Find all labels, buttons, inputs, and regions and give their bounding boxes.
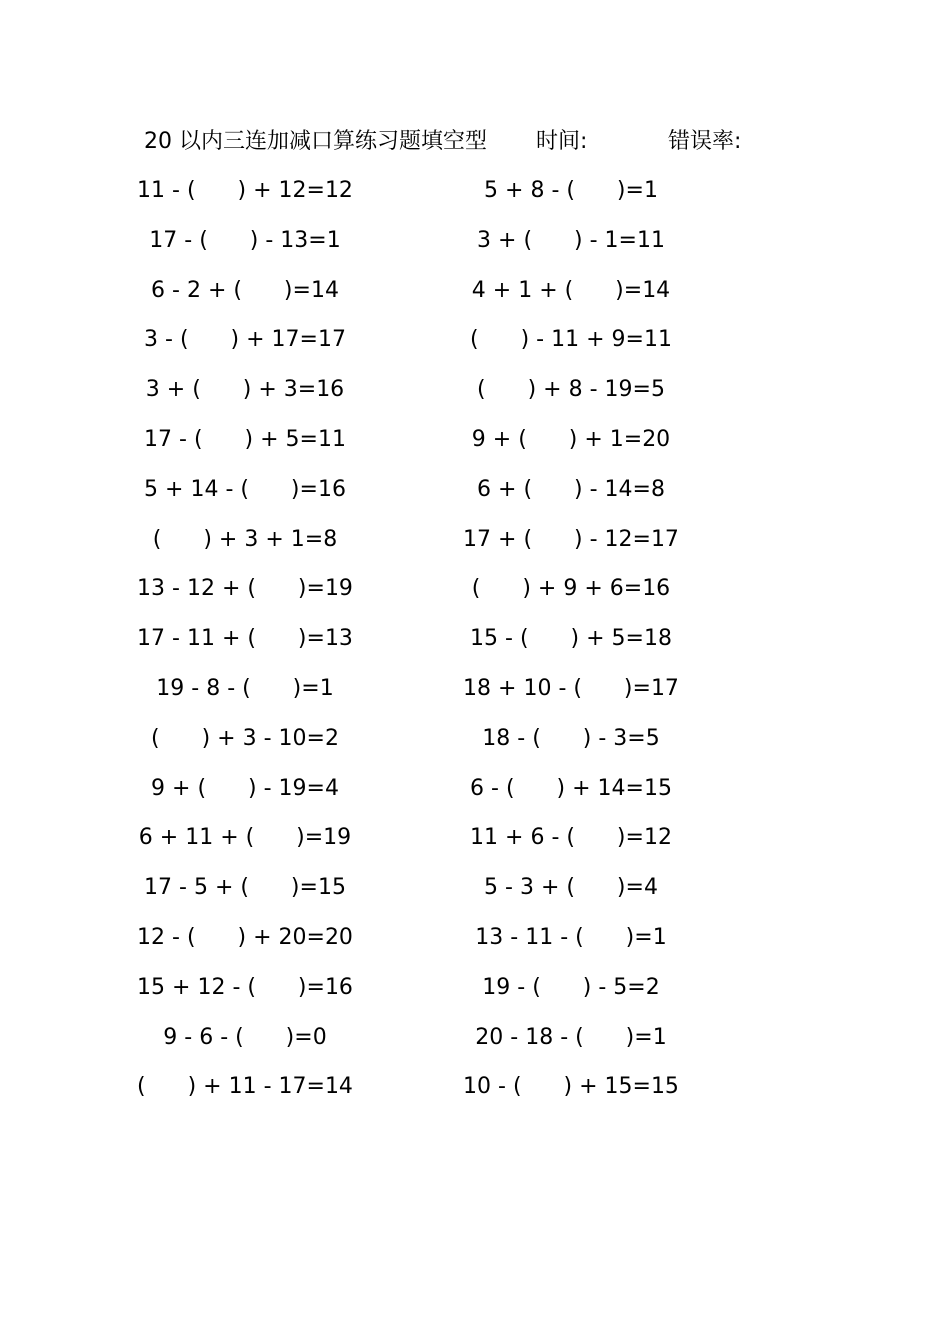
problem-item: 6 + ( ) - 14=8: [477, 476, 665, 502]
problem-item: 11 + 6 - ( )=12: [470, 825, 672, 851]
problem-item: 19 - 8 - ( )=1: [156, 675, 334, 701]
problem-item: 17 - ( ) - 13=1: [149, 227, 341, 253]
problem-item: ( ) + 3 - 10=2: [151, 725, 339, 751]
problem-item: 5 - 3 + ( )=4: [484, 875, 658, 901]
problem-item: 15 - ( ) + 5=18: [470, 626, 672, 652]
problem-item: ( ) + 8 - 19=5: [477, 377, 665, 403]
problem-item: 17 - 5 + ( )=15: [144, 875, 346, 901]
problem-item: 12 - ( ) + 20=20: [137, 924, 353, 950]
time-label: 时间:: [536, 129, 588, 154]
problem-item: 6 - ( ) + 14=15: [470, 775, 672, 801]
problem-item: 5 + 8 - ( )=1: [484, 178, 658, 203]
problem-item: 9 + ( ) + 1=20: [471, 426, 671, 452]
problem-item: 13 - 11 - ( )=1: [475, 924, 667, 950]
right-problem-column: [446, 172, 696, 1118]
problem-item: ( ) + 3 + 1=8: [152, 526, 338, 552]
problem-item: 3 + ( ) - 1=11: [477, 227, 665, 253]
problem-item: 17 + ( ) - 12=17: [463, 526, 679, 552]
error-rate-label: 错误率:: [668, 129, 742, 154]
problem-item: 3 - ( ) + 17=17: [144, 327, 346, 353]
problem-item: 6 + 11 + ( )=19: [138, 825, 352, 851]
problem-item: 9 + ( ) - 19=4: [151, 775, 339, 801]
problem-item: 15 + 12 - ( )=16: [137, 974, 353, 1000]
problem-item: 3 + ( ) + 3=16: [145, 377, 345, 403]
problem-item: 5 + 14 - ( )=16: [144, 476, 346, 502]
worksheet-header: [144, 124, 784, 160]
problem-item: ( ) + 9 + 6=16: [471, 576, 671, 602]
worksheet-title: 20 以内三连加减口算练习题填空型: [144, 129, 487, 154]
problem-item: 9 - 6 - ( )=0: [163, 1024, 327, 1050]
problem-item: 18 + 10 - ( )=17: [463, 675, 679, 701]
problem-item: 20 - 18 - ( )=1: [475, 1024, 667, 1050]
problem-item: 13 - 12 + ( )=19: [137, 576, 353, 602]
problem-item: 19 - ( ) - 5=2: [482, 974, 660, 1000]
problem-item: 10 - ( ) + 15=15: [463, 1074, 679, 1100]
problem-item: 18 - ( ) - 3=5: [482, 725, 660, 751]
problem-item: 11 - ( ) + 12=12: [137, 178, 353, 203]
problem-item: 17 - 11 + ( )=13: [137, 626, 353, 652]
problem-item: 4 + 1 + ( )=14: [471, 277, 671, 303]
problem-item: 17 - ( ) + 5=11: [144, 426, 346, 452]
problem-item: ( ) - 11 + 9=11: [470, 327, 672, 353]
problem-item: 6 - 2 + ( )=14: [151, 277, 339, 303]
left-problem-column: [120, 172, 370, 1118]
problem-item: ( ) + 11 - 17=14: [137, 1074, 353, 1100]
